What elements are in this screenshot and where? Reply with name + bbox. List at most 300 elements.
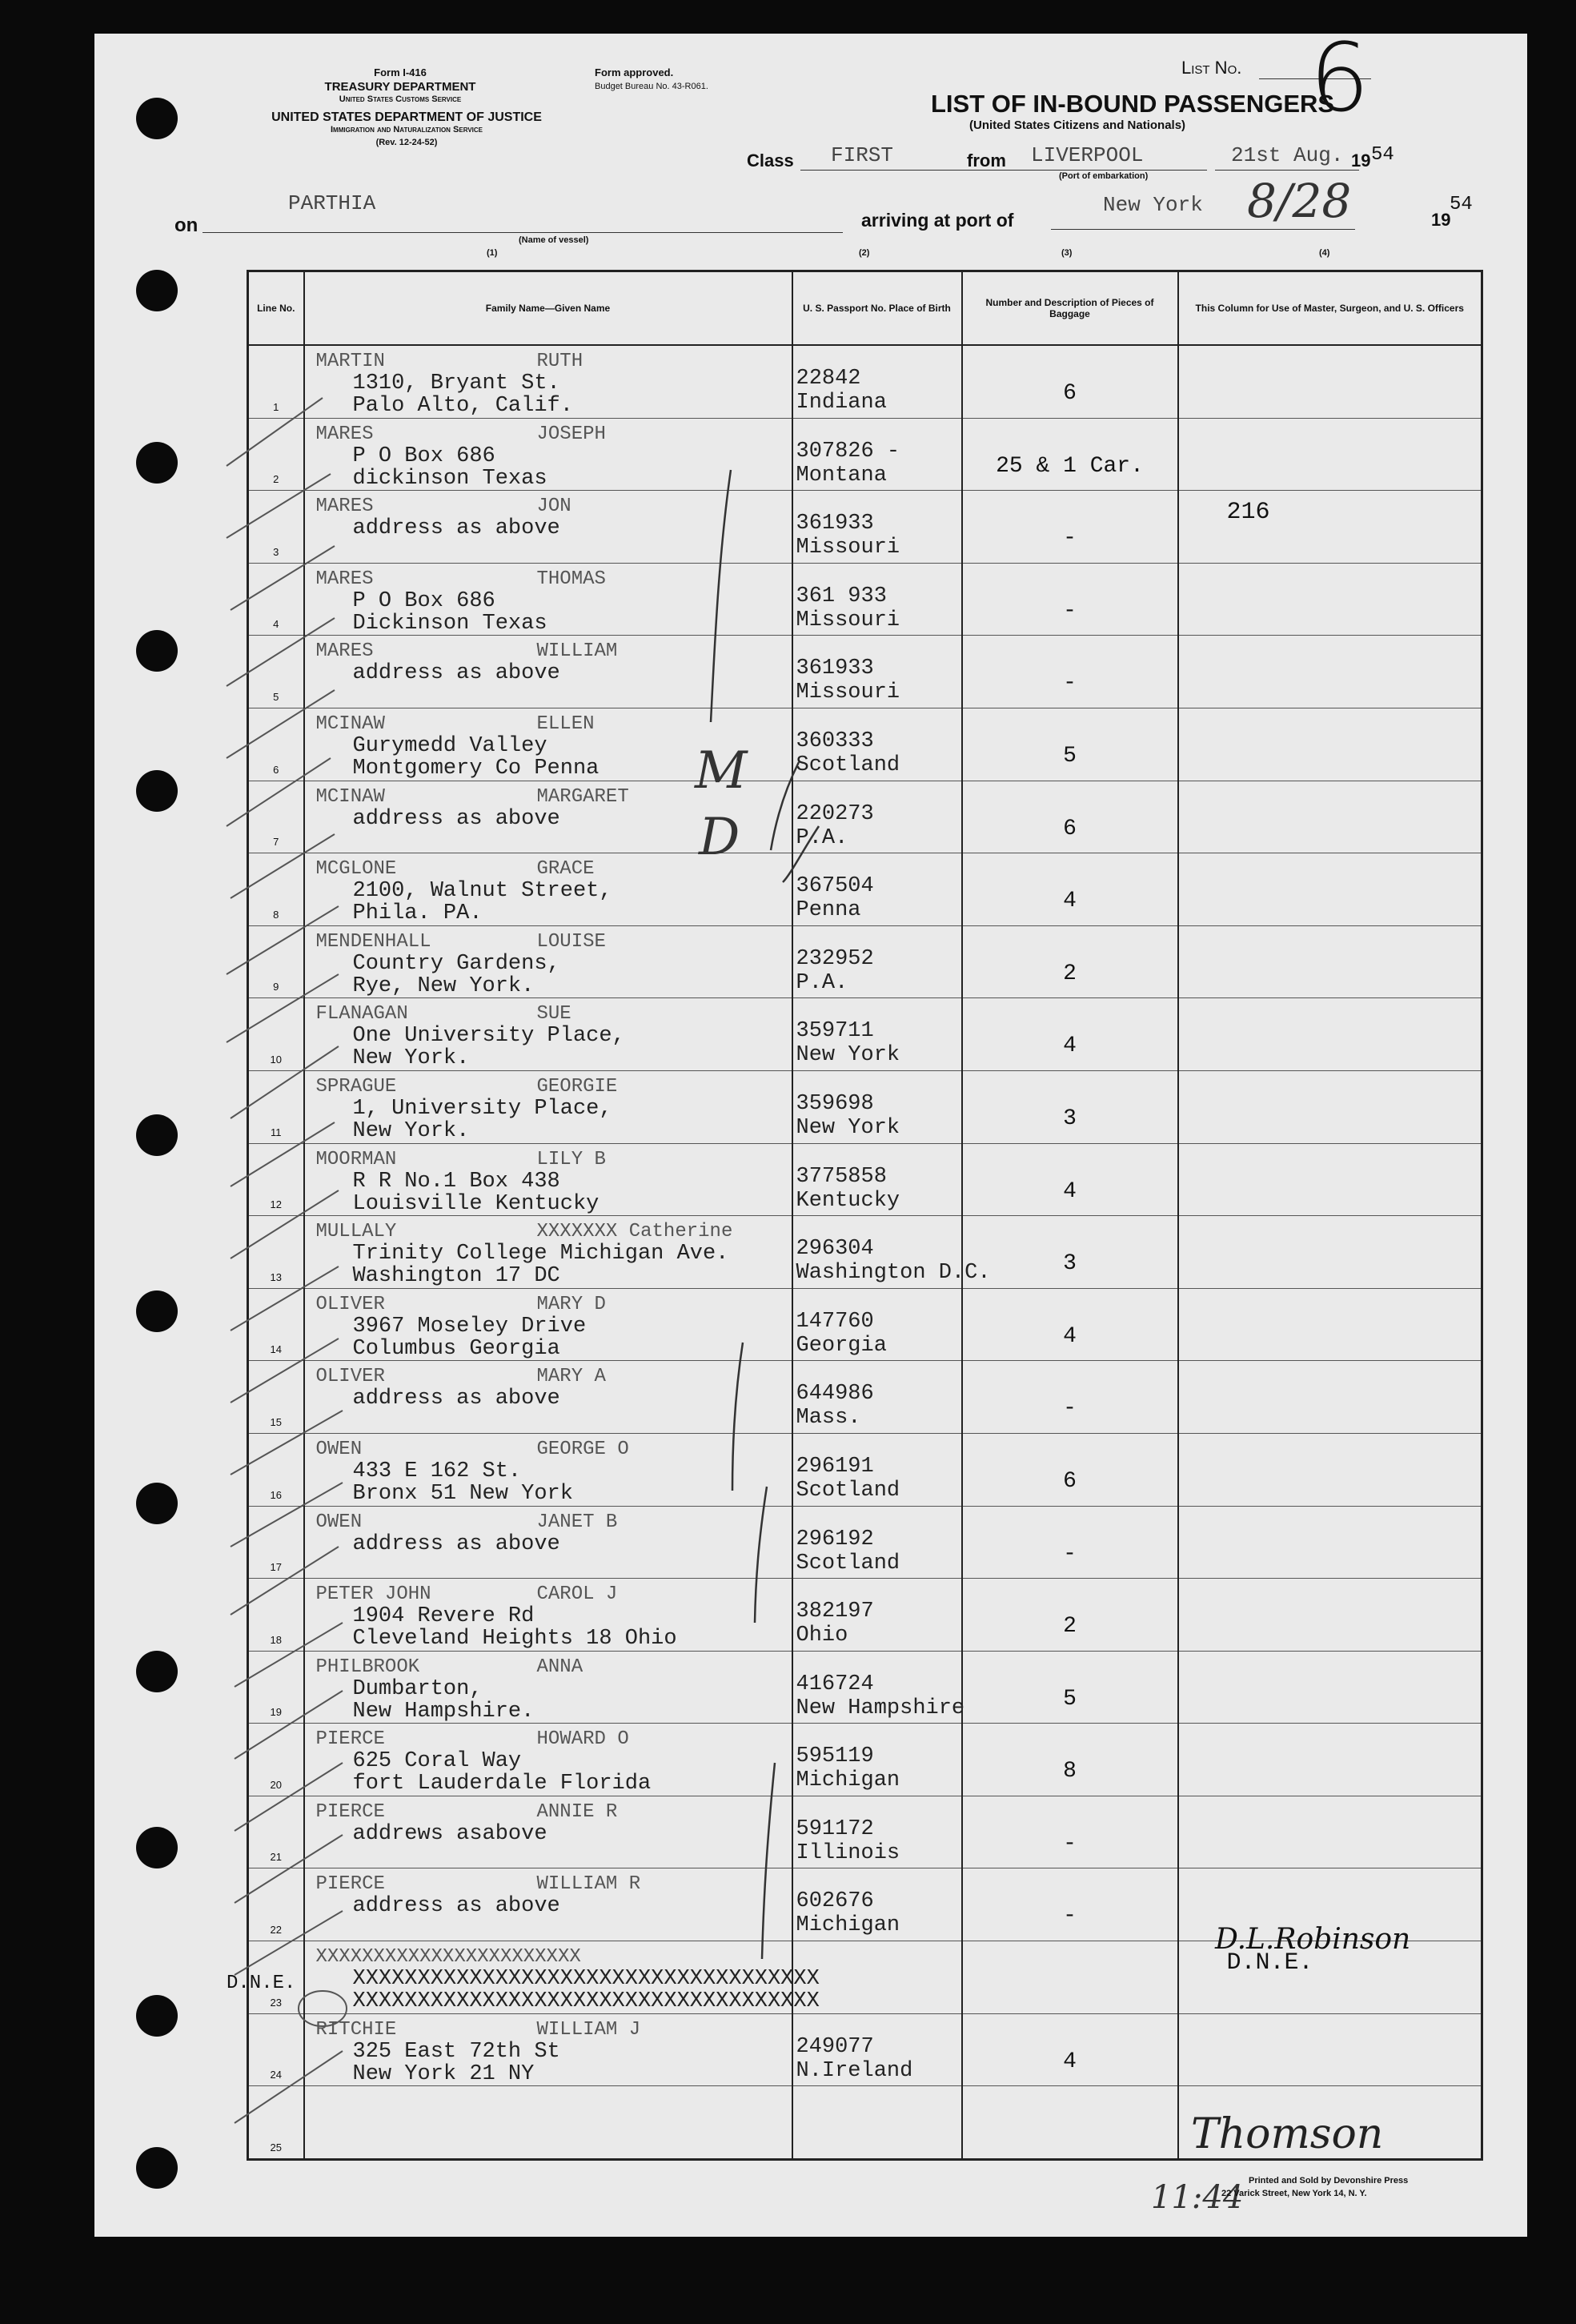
place-of-birth: Scotland [796, 1551, 900, 1575]
col-header-baggage: Number and Description of Pieces of Baggage [962, 271, 1178, 346]
officer-note: D.N.E. [1226, 1949, 1313, 1977]
officer-cell [1178, 563, 1482, 636]
table-row [248, 1143, 1482, 1216]
binder-hole [136, 1995, 178, 2037]
officer-cell [1178, 418, 1482, 491]
address-line-2: Rye, New York. [352, 973, 535, 998]
place-of-birth: Michigan [796, 1913, 900, 1938]
address-line-1: address as above [352, 1531, 560, 1556]
address-line-1: 2100, Walnut Street, [352, 879, 612, 904]
line-cell [248, 1651, 304, 1724]
passport-cell [792, 636, 962, 708]
list-number-value: 6 [1309, 22, 1370, 133]
baggage-count: - [1063, 1831, 1077, 1856]
printer-line-2: 22 Varick Street, New York 14, N. Y. [1221, 2189, 1367, 2198]
family-name: OLIVER [315, 1293, 385, 1315]
officer-note: 216 [1226, 499, 1270, 527]
baggage-count: 5 [1063, 1686, 1077, 1712]
address-line-1: address as above [352, 1387, 560, 1411]
signature-robinson: D.L.Robinson [1215, 1923, 1411, 1956]
baggage-cell [962, 998, 1178, 1071]
name-cell [304, 418, 792, 491]
name-cell [304, 2086, 792, 2160]
name-cell [304, 345, 792, 418]
baggage-count: 4 [1063, 1034, 1077, 1059]
embarkation-port: LIVERPOOL [1031, 143, 1144, 167]
given-name: GEORGE O [536, 1438, 629, 1460]
passport-number: 359711 [796, 1019, 874, 1044]
baggage-count: - [1063, 1396, 1077, 1422]
passport-number: 360333 [796, 729, 874, 753]
baggage-count: 4 [1063, 1178, 1077, 1204]
col-header-passport: U. S. Passport No. Place of Birth [792, 271, 962, 346]
departure-date: 21st Aug. [1231, 143, 1344, 167]
passport-cell [792, 853, 962, 926]
baggage-cell [962, 1433, 1178, 1506]
initials-d: D [699, 808, 740, 867]
class-label: Class [747, 151, 794, 171]
col-ref-3: (3) [1061, 248, 1073, 258]
passport-number: 22842 [796, 367, 861, 391]
officer-cell [1178, 1361, 1482, 1434]
form-number: Form I-416 [374, 66, 427, 78]
place-of-birth: N.Ireland [796, 2058, 913, 2083]
address-line-2: XXXXXXXXXXXXXXXXXXXXXXXXXXXXXXXXXXXX [352, 1989, 820, 2014]
name-cell [304, 563, 792, 636]
family-name: MARES [315, 423, 374, 445]
passport-number: 220273 [796, 801, 874, 826]
place-of-birth: New York [796, 1043, 900, 1068]
binder-hole [136, 630, 178, 672]
line-number: 12 [270, 1198, 282, 1211]
name-cell [304, 1361, 792, 1434]
passport-cell [792, 1868, 962, 1941]
form-subtitle: (United States Citizens and Nationals) [969, 118, 1186, 132]
given-name: WILLIAM R [536, 1873, 641, 1896]
table-row [248, 1796, 1482, 1868]
line-number: 17 [270, 1561, 282, 1574]
place-of-birth: Michigan [796, 1768, 900, 1793]
given-name: MARY A [536, 1366, 606, 1388]
address-line-1: P O Box 686 [352, 588, 495, 613]
line-cell [248, 1216, 304, 1289]
given-name: JANET B [536, 1511, 618, 1533]
officer-cell [1178, 853, 1482, 926]
baggage-count: - [1063, 671, 1077, 696]
baggage-count: - [1063, 1904, 1077, 1929]
arrival-date-note: 8/28 [1247, 174, 1352, 228]
passport-cell [792, 1288, 962, 1361]
given-name: CAROL J [536, 1583, 618, 1606]
arrival-port: New York [1103, 193, 1203, 217]
place-of-birth: Scotland [796, 753, 900, 777]
line-number: 6 [273, 763, 279, 776]
passport-number: 296191 [796, 1454, 874, 1479]
officer-cell [1178, 708, 1482, 781]
baggage-count: - [1063, 598, 1077, 624]
passport-number: 595119 [796, 1744, 874, 1769]
given-name: HOWARD O [536, 1728, 629, 1751]
passport-cell [792, 1506, 962, 1579]
baggage-count: 25 & 1 Car. [996, 453, 1144, 479]
line-number: 2 [273, 473, 279, 486]
line-number: 16 [270, 1488, 282, 1501]
line-cell [248, 925, 304, 998]
name-cell [304, 1070, 792, 1143]
table-row [248, 491, 1482, 564]
vessel-name: PARTHIA [288, 191, 376, 215]
form-title: LIST OF IN-BOUND PASSENGERS [931, 90, 1335, 118]
on-label: on [174, 215, 199, 236]
baggage-count: - [1063, 526, 1077, 552]
given-name: RUTH [536, 351, 583, 372]
line-number: 7 [273, 836, 279, 849]
table-row [248, 1724, 1482, 1796]
address-line-1: 1, University Place, [352, 1096, 612, 1121]
binder-hole [136, 1114, 178, 1156]
name-cell [304, 636, 792, 708]
baggage-count: 2 [1063, 1614, 1077, 1640]
name-cell [304, 1506, 792, 1579]
place-of-birth: New Hampshire [796, 1696, 965, 1720]
name-cell [304, 1868, 792, 1941]
place-of-birth: Mass. [796, 1406, 861, 1431]
name-cell [304, 1796, 792, 1868]
passport-number: 359698 [796, 1091, 874, 1116]
place-of-birth: P.A. [796, 970, 848, 995]
place-of-birth: P.A. [796, 825, 848, 850]
line-cell [248, 636, 304, 708]
line-number: 10 [270, 1053, 282, 1066]
line-number: 20 [270, 1778, 282, 1791]
given-name: JOSEPH [536, 423, 606, 445]
name-cell [304, 1433, 792, 1506]
initials-m: M [695, 741, 748, 801]
officer-cell [1178, 1651, 1482, 1724]
family-name: SPRAGUE [315, 1075, 397, 1098]
family-name: MARES [315, 496, 374, 518]
year2-suffix: 54 [1450, 194, 1473, 215]
name-cell [304, 1216, 792, 1289]
family-name: PETER JOHN [315, 1583, 431, 1606]
baggage-cell [962, 708, 1178, 781]
passport-number: 361933 [796, 512, 874, 536]
given-name: MARGARET [536, 785, 629, 808]
baggage-count: 8 [1063, 1759, 1077, 1784]
line-number: 13 [270, 1270, 282, 1283]
binder-hole [136, 98, 178, 139]
baggage-cell [962, 636, 1178, 708]
table-row [248, 563, 1482, 636]
table-row [248, 1288, 1482, 1361]
line-cell [248, 708, 304, 781]
address-line-2: Washington 17 DC [352, 1264, 560, 1289]
address-line-1: address as above [352, 661, 560, 686]
name-cell [304, 1579, 792, 1652]
table-row [248, 418, 1482, 491]
table-header-row [248, 271, 1482, 346]
given-name: THOMAS [536, 568, 606, 590]
year2-prefix: 19 [1431, 210, 1451, 230]
line-number: 4 [273, 618, 279, 631]
baggage-count: 3 [1063, 1106, 1077, 1131]
passport-number: 644986 [796, 1382, 874, 1407]
officer-cell [1178, 636, 1482, 708]
address-line-2: Phila. PA. [352, 901, 483, 926]
place-of-birth: Montana [796, 463, 887, 488]
address-line-1: 433 E 162 St. [352, 1459, 522, 1483]
baggage-count: 4 [1063, 2049, 1077, 2074]
table-row [248, 1070, 1482, 1143]
line-number: 5 [273, 690, 279, 703]
baggage-cell [962, 1724, 1178, 1796]
address-line-2: dickinson Texas [352, 466, 547, 491]
passport-cell [792, 2086, 962, 2160]
line-cell [248, 1579, 304, 1652]
passport-number: 361 933 [796, 584, 887, 608]
family-name: MARES [315, 568, 374, 590]
line-number: 22 [270, 1924, 282, 1937]
baggage-cell [962, 2086, 1178, 2160]
form-page [94, 22, 1527, 2237]
address-line-1: P O Box 686 [352, 444, 495, 468]
name-cell [304, 1143, 792, 1216]
passport-cell [792, 345, 962, 418]
line-cell [248, 1143, 304, 1216]
name-cell [304, 491, 792, 564]
name-cell [304, 1288, 792, 1361]
vessel-caption: (Name of vessel) [519, 235, 589, 245]
baggage-cell [962, 563, 1178, 636]
officer-cell [1178, 2013, 1482, 2086]
place-of-birth: Scotland [796, 1478, 900, 1503]
col-header-line: Line No. [248, 271, 304, 346]
line-cell [248, 563, 304, 636]
place-of-birth: Kentucky [796, 1188, 900, 1213]
officer-cell [1178, 1724, 1482, 1796]
passport-cell [792, 925, 962, 998]
line-cell [248, 1506, 304, 1579]
table-row [248, 1216, 1482, 1289]
passport-cell [792, 1070, 962, 1143]
address-line-1: address as above [352, 516, 560, 541]
table-row [248, 1579, 1482, 1652]
baggage-cell [962, 491, 1178, 564]
signature-thomson: Thomson [1191, 2110, 1384, 2158]
passport-number: 232952 [796, 946, 874, 971]
customs-service: United States Customs Service [339, 94, 462, 104]
line-cell [248, 1288, 304, 1361]
officer-cell [1178, 345, 1482, 418]
passport-number: 3775858 [796, 1164, 887, 1189]
name-cell [304, 1941, 820, 2014]
col-header-officers: This Column for Use of Master, Surgeon, and U. S. Officers [1178, 271, 1482, 346]
address-line-1: 325 East 72th St [352, 2039, 560, 2064]
address-line-2: New York. [352, 1046, 470, 1071]
given-name: LOUISE [536, 930, 606, 953]
address-line-2: New York 21 NY [352, 2061, 535, 2086]
family-name: MENDENHALL [315, 930, 431, 953]
baggage-count: 4 [1063, 889, 1077, 914]
address-line-2: Louisville Kentucky [352, 1191, 600, 1216]
officer-cell [1178, 1288, 1482, 1361]
line-cell [248, 1361, 304, 1434]
line-cell [248, 2086, 304, 2160]
given-name: SUE [536, 1003, 571, 1026]
address-line-2: Montgomery Co Penna [352, 756, 600, 781]
name-cell [304, 998, 792, 1071]
line-number: 14 [270, 1343, 282, 1356]
place-of-birth: Georgia [796, 1333, 887, 1358]
printer-line-1: Printed and Sold by Devonshire Press [1249, 2176, 1409, 2186]
passport-number: 367504 [796, 874, 874, 899]
name-cell [304, 2013, 792, 2086]
baggage-count: 4 [1063, 1323, 1077, 1349]
address-line-1: 625 Coral Way [352, 1749, 522, 1774]
officer-cell [1178, 491, 1482, 564]
baggage-cell [962, 2013, 1178, 2086]
line-number: 3 [273, 545, 279, 558]
address-line-1: address as above [352, 1894, 560, 1919]
given-name: ELLEN [536, 712, 595, 735]
passport-cell [792, 781, 962, 853]
passport-number: 591172 [796, 1816, 874, 1841]
officer-cell [1178, 998, 1482, 1071]
address-line-1: Country Gardens, [352, 951, 560, 976]
binder-hole [136, 1290, 178, 1332]
passport-number: 296192 [796, 1527, 874, 1551]
family-name: MCGLONE [315, 858, 397, 881]
baggage-cell [962, 781, 1178, 853]
form-approved: Form approved. [595, 66, 674, 78]
place-of-birth: Indiana [796, 391, 887, 415]
budget-bureau: Budget Bureau No. 43-R061. [595, 82, 708, 91]
baggage-count: - [1063, 1541, 1077, 1567]
address-line-2: fort Lauderdale Florida [352, 1772, 652, 1796]
given-name: ANNA [536, 1656, 583, 1678]
bottom-handwriting: 11:44 [1151, 2179, 1244, 2216]
baggage-cell [962, 1796, 1178, 1868]
address-line-1: Gurymedd Valley [352, 733, 547, 758]
binder-hole [136, 442, 178, 484]
given-name: GRACE [536, 858, 595, 881]
address-line-1: 3967 Moseley Drive [352, 1314, 587, 1339]
passport-cell [792, 491, 962, 564]
passport-cell [792, 1361, 962, 1434]
line-number: 19 [270, 1706, 282, 1719]
year-prefix: 19 [1351, 151, 1371, 171]
place-of-birth: Washington D.C. [796, 1261, 991, 1286]
address-line-1: Dumbarton, [352, 1676, 483, 1701]
line-cell [248, 1796, 304, 1868]
address-line-1: One University Place, [352, 1024, 625, 1049]
table-row [248, 636, 1482, 708]
table-row [248, 345, 1482, 418]
baggage-cell [962, 1651, 1178, 1724]
family-name: PHILBROOK [315, 1656, 420, 1678]
passport-cell [792, 1724, 962, 1796]
name-cell [304, 1651, 792, 1724]
line-cell [248, 418, 304, 491]
baggage-cell [962, 1506, 1178, 1579]
family-name: PIERCE [315, 1873, 385, 1896]
line-number: 25 [270, 2141, 282, 2153]
family-name: MARES [315, 640, 374, 663]
line-number: 15 [270, 1415, 282, 1428]
address-line-2: Cleveland Heights 18 Ohio [352, 1627, 677, 1652]
baggage-cell [962, 1143, 1178, 1216]
table-row [248, 1506, 1482, 1579]
line-number: 21 [270, 1851, 282, 1864]
officer-cell [1178, 1143, 1482, 1216]
place-of-birth: New York [796, 1115, 900, 1140]
passport-number: 416724 [796, 1672, 874, 1696]
passport-number: 249077 [796, 2034, 874, 2059]
binder-hole [136, 270, 178, 311]
passport-cell [792, 708, 962, 781]
line-number: 23 [270, 1996, 282, 2009]
place-of-birth: Ohio [796, 1624, 848, 1648]
passport-number: 307826 - [796, 439, 900, 464]
binder-hole [136, 770, 178, 812]
col-ref-4: (4) [1319, 248, 1330, 258]
binder-hole [136, 1483, 178, 1524]
given-name: MARY D [536, 1293, 606, 1315]
baggage-cell [962, 1361, 1178, 1434]
passport-number: 382197 [796, 1600, 874, 1624]
officer-cell [1178, 1579, 1482, 1652]
line-number: 18 [270, 1633, 282, 1646]
col-header-name: Family Name—Given Name [304, 271, 792, 346]
line-cell [248, 1724, 304, 1796]
place-of-birth: Illinois [796, 1840, 900, 1865]
baggage-count: 6 [1063, 1468, 1077, 1494]
line-number: 24 [270, 2069, 282, 2081]
officer-cell [1178, 1506, 1482, 1579]
passport-number: 602676 [796, 1889, 874, 1914]
baggage-count: 5 [1063, 743, 1077, 769]
address-line-2: Dickinson Texas [352, 611, 547, 636]
address-line-1: addrews asabove [352, 1821, 547, 1846]
family-name: MARTIN [315, 351, 385, 372]
table-row [248, 1361, 1482, 1434]
baggage-cell [962, 418, 1178, 491]
name-cell [304, 925, 792, 998]
table-row [248, 781, 1482, 853]
officer-cell [1178, 781, 1482, 853]
line-cell [248, 345, 304, 418]
line-cell [248, 1433, 304, 1506]
passport-cell [792, 1796, 962, 1868]
baggage-cell [962, 925, 1178, 998]
baggage-cell [962, 1288, 1178, 1361]
family-name: XXXXXXXXXXXXXXXXXXXXXXX [315, 1946, 581, 1969]
line-cell [248, 1868, 304, 1941]
line-cell [248, 781, 304, 853]
baggage-cell [962, 1216, 1178, 1289]
officer-cell [1178, 1216, 1482, 1289]
binder-hole [136, 1827, 178, 1868]
family-name: FLANAGAN [315, 1003, 408, 1026]
line-cell [248, 2013, 304, 2086]
address-line-1: 1310, Bryant St. [352, 371, 560, 395]
address-line-2: Bronx 51 New York [352, 1481, 573, 1506]
passport-number: 147760 [796, 1309, 874, 1334]
address-line-1: R R No.1 Box 438 [352, 1169, 560, 1194]
given-name: JON [536, 496, 571, 518]
line-cell [248, 998, 304, 1071]
passport-cell [792, 1651, 965, 1724]
